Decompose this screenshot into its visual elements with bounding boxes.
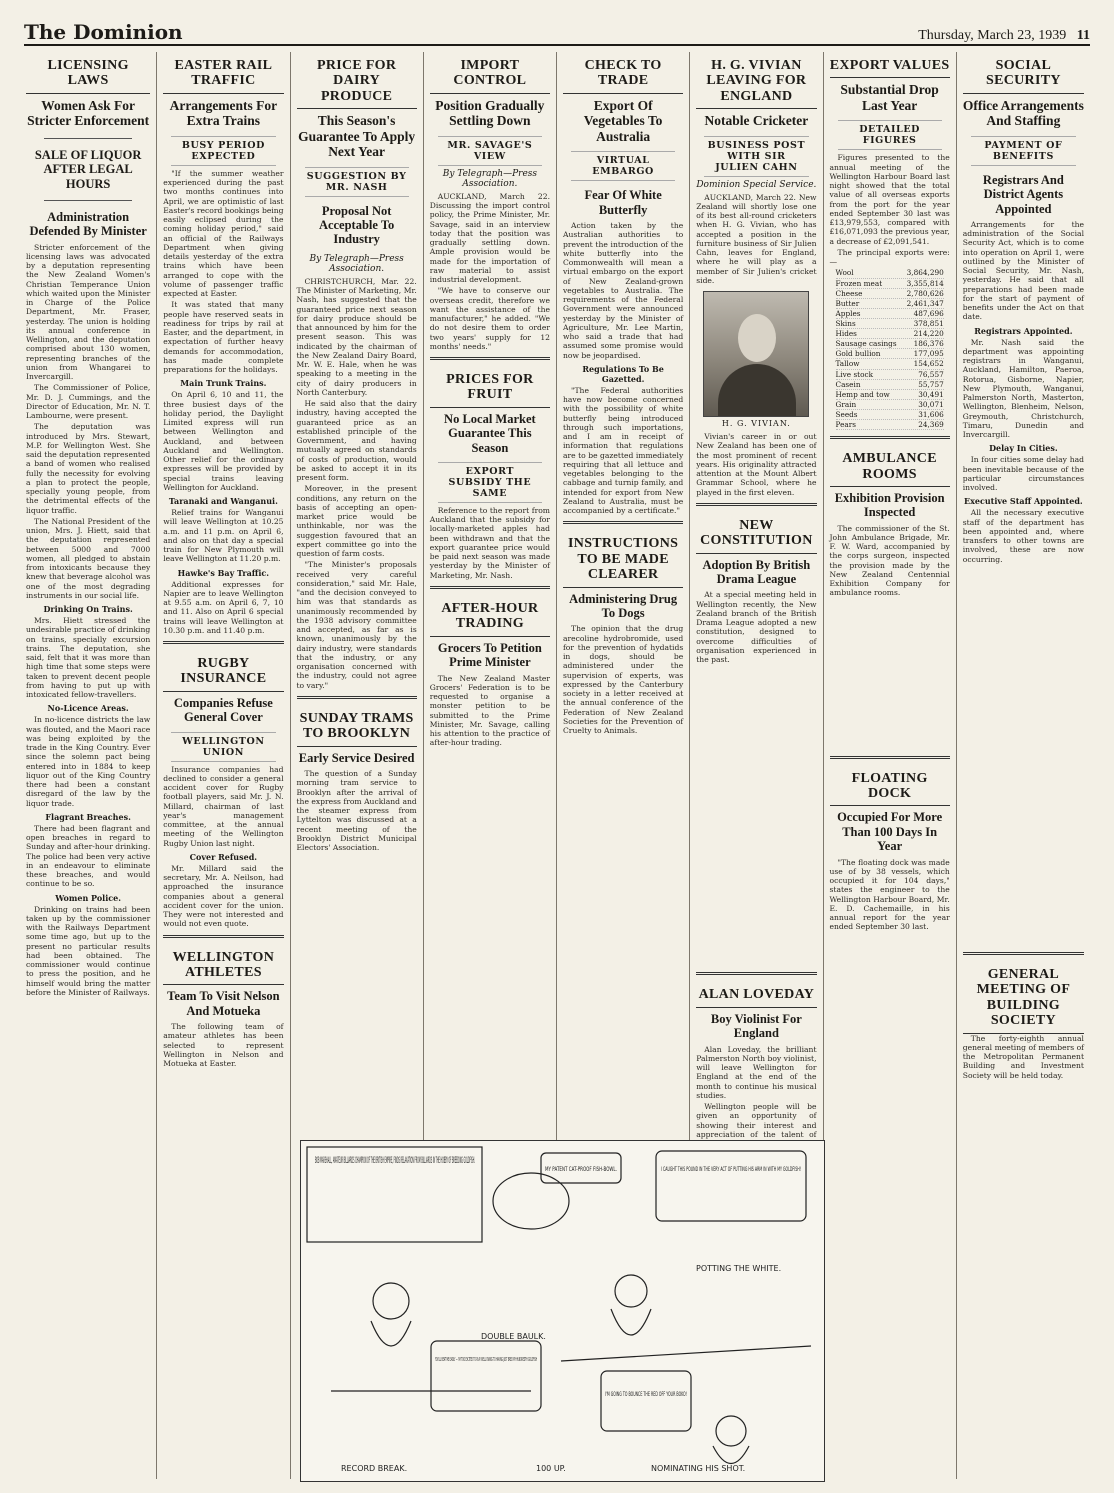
subhead: Registrars And District Agents Appointed	[982, 172, 1064, 216]
export-row	[836, 309, 944, 319]
speech-bubble	[601, 1371, 691, 1431]
portrait-photo	[703, 291, 809, 417]
cue-stick	[561, 1346, 811, 1361]
subhead: Administering Drug To Dogs	[569, 591, 678, 620]
article-paragraph: Action taken by the Australian authorities to prevent the introduction of the white butterfly into the Commonwealth will mean a virtual embargo on the export of New Zealand-grown vegetables to Australia. The requirements of the Federal Government were announced yesterday by the Minister of Agriculture, Mr. Lee Martin, who said a trade that had assumed some promise would now be jeopardised.	[563, 221, 684, 360]
article-paragraph: "If the summer weather experienced during the past two months continues into April, we are optimistic of last Easter's record bookings being easily eclipsed during the coming holiday period," said an official of the Railways Department when giving details yesterday of the extra trains which have been arranged to cope with the volume of passenger traffic expected at Easter.	[163, 168, 284, 299]
kicker: PAYMENT OF BENEFITS	[971, 136, 1076, 166]
article-paragraph: The forty-eighth annual general meeting of members of the Metropolitan Permanent Building and Investment Society will be held today.	[962, 1033, 1084, 1080]
column-export-values	[824, 52, 957, 1479]
headline-import-control: IMPORT CONTROL	[430, 52, 550, 94]
figure-body	[371, 1321, 411, 1346]
subhead: Administration Defended By Minister	[29, 209, 147, 239]
section-heading: Hawke's Bay Traffic.	[177, 567, 270, 578]
article-paragraph: Stricter enforcement of the licensing laws was advocated by a deputation representing the New Zealand Women's Christian Temperance Union which waited upon the Minister in Charge of the Police Department, Mr. Fraser, yesterday. The union is holding its annual conference in Wellington, and the deputation comprised about 130 women, representing branches of the union from Whangarei to Invercargill.	[26, 242, 151, 382]
export-list	[836, 268, 944, 430]
subhead: Office Arrangements And Staffing	[962, 97, 1084, 129]
export-value: 177,095	[913, 349, 944, 359]
section-heading: Drinking On Trains.	[43, 604, 133, 615]
article-paragraph: In no-licence districts the law was flouted, and the Maori race was being exploited by the trade in the King Country. Ever since the solemn pact being entered into in 1884 to keep liquor out of the King Country there had been a constant disregard of the law by the liquor trade.	[26, 715, 151, 808]
section-heading: Taranaki and Wanganui.	[168, 496, 278, 507]
export-row	[836, 289, 944, 299]
export-item: Casein	[835, 379, 861, 389]
export-row	[836, 410, 944, 420]
section-heading: Main Trunk Trains.	[180, 378, 267, 389]
subhead: Team To Visit Nelson And Motueka	[167, 989, 280, 1018]
article-paragraph: On April 6, 10 and 11, the three busiest days of the holiday period, the Daylight Limited express will run between Wellington and Auckland, and between Auckland and Wellington. Other relief for the ordinary expresses will be provided by special trains leaving Wellington for Auckland.	[163, 390, 284, 492]
headline-ambulance-rooms: AMBULANCE ROOMS	[830, 445, 950, 487]
headline-easter-rail: EASTER RAIL TRAFFIC	[163, 52, 283, 94]
headline-wellington-athletes: WELLINGTON ATHLETES	[163, 944, 283, 986]
subhead: This Season's Guarantee To Apply Next Year	[298, 113, 416, 160]
column-social-security	[957, 52, 1090, 1479]
subhead: Export Of Vegetables To Australia	[583, 97, 663, 144]
kicker: DETAILED FIGURES	[838, 120, 942, 150]
export-row	[836, 299, 944, 309]
article-paragraph: All the necessary executive staff of the department has been appointed and, where transfers to other towns are involved, these are now occurring.	[962, 508, 1084, 564]
byline: By Telegraph—Press Association.	[309, 253, 404, 274]
article-paragraph: CHRISTCHURCH, Mar. 22. The Minister of Marketing, Mr. Nash, has suggested that the guaranteed price next season for dairy produce should be that announced by him for the present season. This was indicated by the chairman of the New Zealand Dairy Board, Mr. W. E. Hale, when he was speaking to a meeting in the city of dairy producers in North Canterbury.	[296, 276, 417, 397]
headline-prices-for-fruit: PRICES FOR FRUIT	[430, 366, 550, 408]
cartoon-label: POTTING THE WHITE.	[696, 1264, 782, 1273]
headline-export-values: EXPORT VALUES	[830, 52, 950, 78]
byline: By Telegraph—Press Association.	[442, 168, 538, 189]
dateline: Dominion Special Service.	[696, 179, 817, 190]
subhead: Arrangements For Extra Trains	[169, 97, 278, 129]
article-paragraph: Additional expresses for Napier are to leave Wellington at 9.55 a.m. on April 6, 7, 10 and 11. Also on April 6 special trains will leave Wellington at 10.30 p.m. and 11.40 p.m.	[163, 579, 284, 635]
article-paragraph: The deputation was introduced by Mrs. Stewart, M.P. for Wellington West. She said the deputation represented a band of women who realised fully the necessity for evolving a plan to protect the people, specially young people, from the detrimental effects of the liquor traffic.	[26, 422, 151, 515]
export-item: Pears	[835, 420, 856, 430]
cartoon-label: 100 UP.	[536, 1464, 566, 1473]
bubble-text: YOU'LL BEAT ME EASILY — I'M TOO EXCITED TO PLAY WELL OWING TO HAVING JUST BRED MY HUNDREDTH GOLDFISH	[434, 1357, 537, 1363]
export-row	[836, 420, 944, 430]
article-paragraph: The New Zealand Master Grocers' Federation is to be requested to organise a monster petition to be submitted to the Prime Minister, Mr. Savage, calling his attention to the practice of after-hour trading.	[429, 673, 550, 748]
column-easter-rail	[157, 52, 290, 1479]
export-row	[836, 319, 944, 329]
section-heading: Women Police.	[55, 892, 122, 903]
export-item: Hemp and tow	[835, 389, 890, 399]
article-paragraph: "The Minister's proposals received very careful consideration," said Mr. Hale, "and the decision conveyed to him was that standards as unanimously recommended by the 1938 advisory committee and accepted, as far as is known, unanimously by the dairy industry, were standards that the industry, or any organisation concerned with the industry, could not agree to vary."	[296, 560, 417, 690]
headline-building-society: GENERAL MEETING OF BUILDING SOCIETY	[963, 961, 1084, 1034]
export-value: 55,757	[918, 379, 944, 389]
cartoon-label: NOMINATING HIS SHOT.	[651, 1464, 746, 1473]
article-paragraph: The commissioner of the St. John Ambulance Brigade, Mr. F. W. Ward, accompanied by the corps surgeon, inspected the provision made by the New Zealand Centennial Exhibition Company for ambulance rooms.	[829, 523, 950, 598]
export-item: Sausage casings	[835, 339, 897, 349]
subhead: Substantial Drop Last Year	[840, 82, 939, 113]
export-value: 31,606	[918, 409, 944, 419]
headline-sunday-trams: SUNDAY TRAMS TO BROOKLYN	[297, 705, 417, 747]
article-paragraph: Arrangements for the administration of the Social Security Act, which is to come into operation on April 1, were outlined by the Minister of Social Security, Mr. Nash, yesterday. He said that all preparations had been made for the start of payment of benefits under the Act on that date.	[962, 219, 1084, 322]
export-row	[836, 329, 944, 339]
article-paragraph: The National President of the union, Mrs. J. Hiett, said that the deputation represented between 5000 and 7000 women, all pledged to abstain from intoxicants because they knew that beverage alcohol was one of the most degrading instruments in our social life.	[26, 516, 151, 600]
article-paragraph: Mr. Nash said the department was appointing registrars in Wanganui, Auckland, Hamilton, Paeroa, Rotorua, Gisborne, Napier, New Plymouth, Wanganui, Palmerston North, Masterton, Wellington, Blenheim, Nelson, Greymouth, Christchurch, Timaru, Dunedin and Invercargill.	[962, 337, 1084, 440]
subhead: Position Gradually Settling Down	[435, 97, 545, 129]
export-value: 186,376	[913, 339, 944, 349]
headline-vivian: H. G. VIVIAN LEAVING FOR ENGLAND	[696, 52, 816, 109]
masthead	[24, 18, 1090, 46]
export-value: 3,355,814	[906, 278, 944, 288]
article-paragraph: "The Federal authorities have now become concerned with the possibility of white butterfly being introduced through such importations, and I am in receipt of information that regulations are to be gazetted immediately requiring that all lettuce and vegetables belonging to the cabbage and turnip family, and intended for export from New Zealand to Australia, must be accompanied by a certificate."	[563, 385, 684, 516]
export-value: 24,369	[918, 420, 944, 430]
export-value: 2,461,347	[906, 298, 944, 308]
article-paragraph: The following team of amateur athletes has been selected to represent Wellington in Nelson and Motueka at Easter.	[163, 1022, 284, 1069]
article-paragraph: Mr. Millard said the secretary, Mr. A. Neilson, had approached the insurance companies about a general accident cover for the union. They were not interested and would not even quote.	[163, 863, 284, 929]
bubble-text: MY PATENT CAT-PROOF FISH-BOWL.	[545, 1165, 617, 1173]
headline-social-security: SOCIAL SECURITY	[963, 52, 1084, 94]
subhead: Exhibition Provision Inspected	[834, 490, 945, 520]
speech-bubble	[656, 1151, 806, 1221]
subhead: SALE OF LIQUOR AFTER LEGAL HOURS	[34, 147, 142, 191]
article-paragraph: Mrs. Hiett stressed the undesirable practice of drinking on trains, specially excursion trains. The deputation, she said, felt that it was more than high time that some steps were taken to prevent decent people from having to put up with intoxicated fellow-travellers.	[26, 616, 151, 700]
kicker: BUSINESS POST WITH SIR JULIEN CAHN	[704, 136, 808, 177]
headline-new-constitution: NEW CONSTITUTION	[696, 512, 816, 554]
article-paragraph: Wellington people will be given an opportunity of showing their interest and appreciation of the talent of	[696, 1102, 817, 1139]
article-paragraph: In four cities some delay had been inevitable because of the particular circumstances involved.	[962, 455, 1084, 493]
headline-rugby-insurance: RUGBY INSURANCE	[163, 650, 283, 692]
export-row	[836, 380, 944, 390]
article-paragraph: At a special meeting held in Wellington recently, the New Zealand branch of the British Drama League adopted a new constitution, designed to overcome difficulties of organisation experienced in the past.	[696, 590, 817, 665]
export-item: Seeds	[835, 409, 858, 419]
article-paragraph: Alan Loveday, the brilliant Palmerston North boy violinist, will leave Wellington for England at the end of the month to continue his musical studies.	[696, 1044, 817, 1100]
export-item: Live stock	[835, 369, 874, 379]
article-paragraph: AUCKLAND, March 22. New Zealand will shortly lose one of its best all-round cricketers when H. G. Vivian, who has accepted a position in the furniture business of Sir Julien Cahn, leaves for England, where he will play as a member of Sir Julien's cricket side.	[696, 192, 817, 285]
cartoon-label: DOUBLE BAULK.	[481, 1332, 546, 1341]
article-paragraph: He said also that the dairy industry, having accepted the guaranteed price as an established principle of the Government, and having mutually agreed on standards of costs of production, would be asked to accept it in its present form.	[296, 399, 417, 483]
subhead: Proposal Not Acceptable To Industry	[318, 203, 395, 247]
newspaper-name: The Dominion	[24, 20, 183, 44]
export-item: Cheese	[835, 288, 863, 298]
article-paragraph: Relief trains for Wanganui will leave Wellington at 10.25 a.m. and 11 p.m. on April 6, and also on that day a special train for New Plymouth will leave Wellington at 11.20 p.m.	[163, 508, 284, 564]
article-paragraph: Reference to the report from Auckland that the subsidy for locally-marketed apples had been withdrawn and that the export guarantee price would be paid next season was made yesterday by the Minister of Marketing, Mr. Nash.	[429, 505, 550, 580]
export-item: Apples	[835, 308, 861, 318]
article-paragraph: There had been flagrant and open breaches in regard to Sunday and after-hour drinking. The police had been very active in an endeavour to eliminate these breaches, and would continue to be so.	[26, 823, 151, 889]
section-heading: Delay In Cities.	[989, 443, 1058, 454]
export-value: 3,864,290	[906, 268, 944, 278]
article-paragraph: Insurance companies had declined to consider a general accident cover for Rugby football players, said Mr. J. N. Millard, chairman of last year's management committee, at the annual meeting of the Wellington Rugby Union last night.	[163, 764, 284, 848]
kicker: EXPORT SUBSIDY THE SAME	[438, 462, 542, 503]
photo-caption: H. G. VIVIAN.	[721, 419, 791, 429]
export-value: 30,071	[918, 399, 944, 409]
article-paragraph: Figures presented to the annual meeting of the Wellington Harbour Board last night showed that the total value of all overseas exports from the port for the year ended September 30 last was £13,979,553, compared with £16,071,093 the previous year, a decrease of £2,091,541.	[829, 153, 950, 246]
export-row	[836, 370, 944, 380]
article-paragraph: AUCKLAND, March 22. Discussing the import control policy, the Prime Minister, Mr. Savage, said in an interview today that the position was gradually settling down. Ample provision would be made for the importation of raw material to assist industrial development.	[429, 191, 550, 285]
headline-check-to-trade: CHECK TO TRADE	[563, 52, 683, 94]
article-paragraph: "We have to conserve our overseas credit, therefore we want the assistance of the manufacturer," he added. "We do not desire them to order two years' supply for 12 months' needs."	[429, 286, 550, 351]
subhead: Boy Violinist For England	[710, 1011, 802, 1041]
subhead: Early Service Desired	[298, 750, 415, 765]
issue-date: Thursday, March 23, 1939 11	[918, 28, 1090, 43]
article-paragraph: Drinking on trains had been taken up by the commissioner with the Railways Department some time ago, but up to the present no particular results had been obtained. The commissioner would continue to press the position, and he himself would bring the matter before the Minister of Railways.	[26, 904, 151, 997]
kicker: WELLINGTON UNION	[171, 732, 275, 762]
subhead: Companies Refuse General Cover	[173, 695, 273, 725]
export-row	[836, 279, 944, 289]
article-paragraph: It was stated that many people have reserved seats in readiness for trips by rail at Easter, and the department, in expectation of further heavy demands for accommodation, has made complete preparations for the holidays.	[163, 300, 284, 375]
kicker: MR. SAVAGE'S VIEW	[438, 136, 542, 166]
section-heading: Executive Staff Appointed.	[964, 496, 1083, 507]
export-item: Frozen meat	[835, 278, 883, 288]
export-row	[836, 390, 944, 400]
export-row	[836, 359, 944, 369]
headline-after-hour-trading: AFTER-HOUR TRADING	[430, 595, 550, 637]
subhead: Occupied For More Than 100 Days In Year	[837, 810, 943, 854]
export-value: 214,220	[913, 329, 944, 339]
figure-head	[373, 1283, 409, 1319]
export-value: 154,652	[913, 359, 944, 369]
section-heading: Regulations To Be Gazetted.	[582, 363, 664, 384]
headline-licensing-laws: LICENSING LAWS	[26, 52, 150, 94]
section-heading: Registrars Appointed.	[974, 325, 1073, 336]
export-row	[836, 339, 944, 349]
export-value: 487,696	[913, 308, 944, 318]
subhead: Notable Cricketer	[704, 113, 809, 129]
headline-alan-loveday: ALAN LOVEDAY	[696, 981, 816, 1007]
export-item: Wool	[835, 268, 854, 278]
export-item: Tallow	[835, 359, 860, 369]
export-item: Hides	[835, 329, 857, 339]
bubble-text: I CAUGHT THIS POUND IN THE VERY ACT OF PUTTING HIS ARM IN WITH MY GOLDFISH!	[661, 1165, 801, 1173]
headline-instructions-clearer: INSTRUCTIONS TO BE MADE CLEARER	[563, 530, 683, 587]
export-value: 76,557	[918, 369, 944, 379]
article-paragraph: The question of a Sunday morning tram service to Brooklyn after the arrival of the express from Auckland and the steamer express from Lyttelton was discussed at a recent meeting of the Brooklyn District Municipal Electors' Association.	[296, 769, 417, 852]
section-heading: Flagrant Breaches.	[45, 811, 131, 822]
headline-dairy-produce: PRICE FOR DAIRY PRODUCE	[297, 52, 417, 109]
column-licensing-laws	[24, 52, 157, 1479]
section-heading: Cover Refused.	[189, 851, 258, 862]
article-paragraph: The Commissioner of Police, Mr. D. J. Cummings, and the Director of Education, Mr. N. T. Lambourne, were present.	[26, 383, 151, 421]
bubble-text: I'M GOING TO BOUNCE THE RED OFF YOUR BOKO!	[605, 1391, 687, 1398]
export-item: Gold bullion	[835, 349, 881, 359]
figure-head	[716, 1416, 746, 1446]
article-paragraph: The opinion that the drug arecoline hydrobromide, used for the prevention of hydatids in dogs, should be administered under the supervision of experts, was expressed by the Canterbury society in a letter received at the annual conference of the Federation of New Zealand Societies for the Prevention of Cruelty to Animals.	[563, 624, 684, 735]
export-row	[836, 400, 944, 410]
fishbowl	[493, 1173, 569, 1229]
subhead: Fear Of White Butterfly	[584, 188, 662, 217]
kicker: VIRTUAL EMBARGO	[571, 151, 675, 181]
article-paragraph: Moreover, in the present conditions, any return on the basis of accepting an open-market price would be unthinkable, nor was the suggestion favoured that an expert committee go into the question of farm costs.	[296, 484, 417, 559]
kicker: BUSY PERIOD EXPECTED	[171, 136, 275, 166]
cartoon-strip	[300, 1140, 825, 1482]
headline-floating-dock: FLOATING DOCK	[830, 765, 950, 807]
export-value: 30,491	[918, 389, 944, 399]
article-paragraph: Vivian's career in or out New Zealand has been one of the most prominent of recent years. His originality attracted attention at the Mount Albert Grammar School, where he played in the first eleven.	[696, 432, 817, 497]
speech-bubble	[431, 1341, 541, 1411]
list-label: The principal exports were:—	[829, 247, 950, 267]
subhead: Women Ask For Stricter Enforcement	[27, 97, 150, 129]
figure-head	[615, 1275, 647, 1307]
export-value: 378,851	[913, 318, 944, 328]
subhead: Grocers To Petition Prime Minister	[437, 640, 542, 670]
section-heading: No-Licence Areas.	[47, 703, 129, 714]
kicker: SUGGESTION BY MR. NASH	[305, 167, 409, 197]
export-item: Skins	[835, 318, 856, 328]
export-value: 2,780,626	[906, 288, 944, 298]
article-paragraph: "The floating dock was made use of by 38 vessels, which occupied it for 104 days," states the engineer to the Wellington Harbour Board, Mr. E. D. Cachemaille, in his annual report for the year ended September 30 last.	[829, 857, 950, 932]
subhead: Adoption By British Drama League	[702, 557, 811, 587]
export-row	[836, 349, 944, 359]
cartoon-intro-text: BOB MARSHALL, AMATEUR BILLIARDS CHAMPION OF THE BRITISH EMPIRE, FINDS RELAXATION FROM BILLIARDS IN THE HOBBY OF BREEDING GOLDFISH.	[315, 1156, 475, 1166]
export-item: Butter	[835, 298, 860, 308]
export-row	[836, 268, 944, 278]
export-item: Grain	[835, 399, 857, 409]
subhead: No Local Market Guarantee This Season	[444, 411, 536, 455]
cartoon-label: RECORD BREAK.	[341, 1464, 408, 1473]
